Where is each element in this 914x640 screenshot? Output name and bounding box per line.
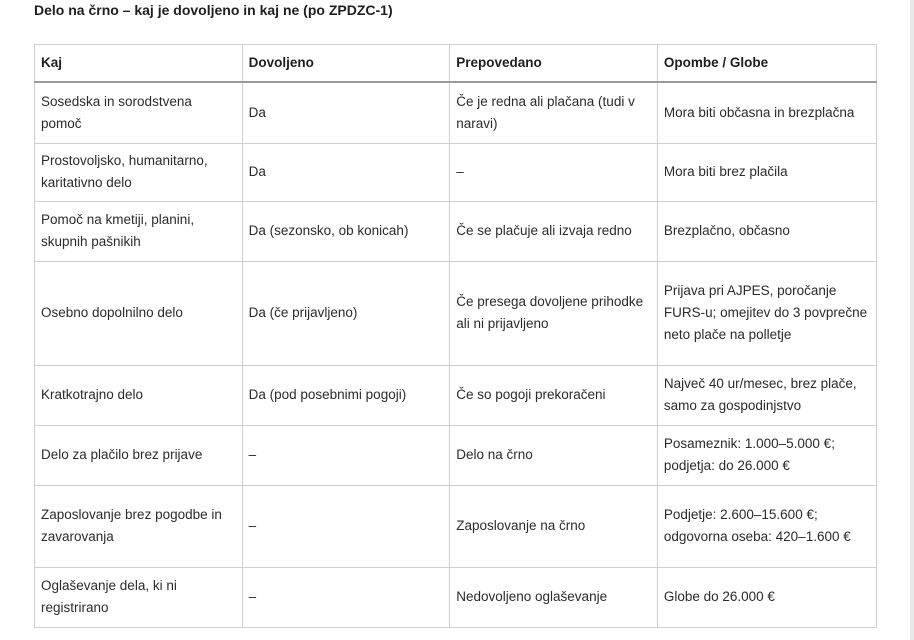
cell-dovoljeno: Da (če prijavljeno)	[242, 261, 450, 365]
page-title: Delo na črno – kaj je dovoljeno in kaj ne (po ZPDZC-1)	[34, 2, 393, 18]
cell-prepovedano: Če je redna ali plačana (tudi v naravi)	[450, 82, 658, 143]
table-row	[35, 82, 877, 143]
cell-kaj: Pomoč na kmetiji, planini, skupnih pašnikih	[35, 201, 243, 261]
cell-opombe: Največ 40 ur/mesec, brez plače, samo za gospodinjstvo	[657, 365, 876, 425]
cell-kaj: Delo za plačilo brez prijave	[35, 425, 243, 485]
header-dovoljeno: Dovoljeno	[242, 45, 450, 83]
cell-opombe: Brezplačno, občasno	[657, 201, 876, 261]
table-row	[35, 365, 877, 425]
cell-opombe: Mora biti občasna in brezplačna	[657, 82, 876, 143]
cell-prepovedano: –	[450, 143, 658, 201]
cell-kaj: Prostovoljsko, humanitarno, karitativno delo	[35, 143, 243, 201]
cell-opombe: Podjetje: 2.600–15.600 €; odgovorna oseba: 420–1.600 €	[657, 485, 876, 567]
cell-dovoljeno: –	[242, 485, 450, 567]
cell-kaj: Oglaševanje dela, ki ni registrirano	[35, 567, 243, 627]
header-opombe: Opombe / Globe	[657, 45, 876, 83]
table-row	[35, 261, 877, 365]
cell-kaj: Osebno dopolnilno delo	[35, 261, 243, 365]
cell-prepovedano: Če presega dovoljene prihodke ali ni prijavljeno	[450, 261, 658, 365]
scrollbar[interactable]	[910, 0, 914, 640]
cell-dovoljeno: –	[242, 567, 450, 627]
cell-dovoljeno: –	[242, 425, 450, 485]
cell-dovoljeno: Da (sezonsko, ob konicah)	[242, 201, 450, 261]
cell-opombe: Prijava pri AJPES, poročanje FURS-u; omejitev do 3 povprečne neto plače na polletje	[657, 261, 876, 365]
cell-prepovedano: Če se plačuje ali izvaja redno	[450, 201, 658, 261]
table-header-row	[35, 45, 877, 83]
cell-opombe: Globe do 26.000 €	[657, 567, 876, 627]
header-prepovedano: Prepovedano	[450, 45, 658, 83]
cell-opombe: Mora biti brez plačila	[657, 143, 876, 201]
cell-prepovedano: Zaposlovanje na črno	[450, 485, 658, 567]
cell-prepovedano: Nedovoljeno oglaševanje	[450, 567, 658, 627]
cell-prepovedano: Če so pogoji prekoračeni	[450, 365, 658, 425]
table-row	[35, 485, 877, 567]
rules-table	[34, 44, 877, 628]
table-row	[35, 201, 877, 261]
cell-kaj: Kratkotrajno delo	[35, 365, 243, 425]
cell-kaj: Zaposlovanje brez pogodbe in zavarovanja	[35, 485, 243, 567]
header-kaj: Kaj	[35, 45, 243, 83]
cell-dovoljeno: Da	[242, 82, 450, 143]
cell-dovoljeno: Da (pod posebnimi pogoji)	[242, 365, 450, 425]
table-row	[35, 143, 877, 201]
cell-kaj: Sosedska in sorodstvena pomoč	[35, 82, 243, 143]
cell-prepovedano: Delo na črno	[450, 425, 658, 485]
cell-dovoljeno: Da	[242, 143, 450, 201]
table-row	[35, 567, 877, 627]
table-row	[35, 425, 877, 485]
cell-opombe: Posameznik: 1.000–5.000 €; podjetja: do 26.000 €	[657, 425, 876, 485]
